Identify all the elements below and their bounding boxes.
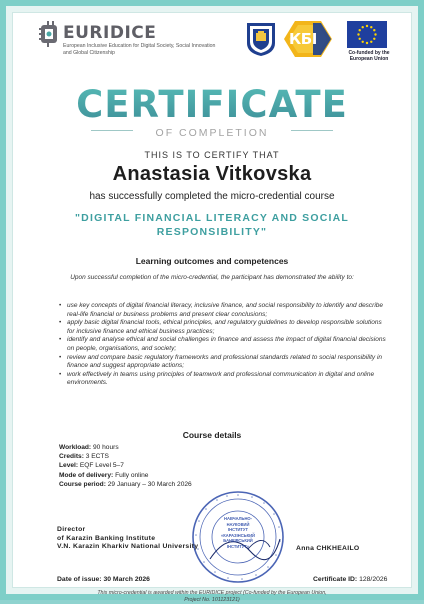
euridice-logo [39, 21, 216, 73]
detail-row-mode [59, 471, 192, 480]
recipient-name: Anastasia Vitkovska [112, 163, 312, 185]
course-details-heading: Course details [182, 430, 242, 440]
issue-date-label: Date of issue: [57, 576, 102, 583]
learning-outcomes-intro: Upon successful completion of the micro-credential, the participant has demonstrated the ability to: [70, 274, 354, 281]
certificate-id-value: 128/2026 [359, 576, 388, 583]
stamp-line: ІНСТИТУТ» [226, 543, 250, 549]
title-block [13, 85, 411, 137]
euridice-wordmark: EURIDICE [63, 23, 157, 43]
learning-outcomes-heading: Learning outcomes and competences [135, 256, 289, 266]
detail-row-workload [59, 443, 192, 452]
subtitle-rule-left [91, 130, 133, 131]
signer-name: Anna CHKHEAILO [296, 545, 360, 552]
list-item: • use key concepts of digital financial literacy, inclusive finance, and social responsibility to identify and describe real-life financial or business problems and present clear conclusions; [67, 302, 387, 319]
director-university: V.N. Karazin Kharkiv National University [57, 543, 199, 550]
detail-label: Course period: [59, 480, 106, 488]
detail-row-period [59, 480, 192, 489]
detail-row-level [59, 461, 192, 470]
subtitle-rule-right [291, 130, 333, 131]
list-item: • identify and analyse ethical and social challenges in finance and assess the impact of digital financial decisions on people, organisations, and society; [67, 336, 387, 353]
detail-label: Level: [59, 462, 79, 470]
certificate-subtitle-row [13, 123, 411, 137]
director-title: Director [57, 526, 86, 533]
detail-value: Fully online [115, 471, 149, 479]
university-crest-icon [245, 21, 277, 57]
stamp-line: НАВЧАЛЬНО- [224, 516, 252, 521]
kbi-logo [283, 19, 333, 59]
certificate-id-label: Certificate ID: [313, 576, 358, 583]
learning-outcomes-list [59, 302, 387, 388]
stamp-line: ІНСТИТУТ [228, 527, 248, 533]
stamp-line: «КАРАЗІНСЬКИЙ [221, 532, 255, 538]
certificate-subtitle: OF COMPLETION [150, 127, 275, 139]
stamp-line: БАНКІВСЬКИЙ [223, 538, 253, 544]
detail-label: Credits: [59, 453, 84, 461]
issue-date-value: 30 March 2026 [103, 576, 150, 583]
stamp-line: НАУКОВИЙ [226, 521, 250, 527]
certify-text: THIS IS TO CERTIFY THAT [144, 150, 280, 160]
header [13, 13, 411, 83]
detail-value: EQF Level 5–7 [79, 462, 124, 470]
euridice-mark-icon [39, 21, 63, 47]
director-block [57, 526, 198, 552]
detail-value: 29 January – 30 March 2026 [107, 480, 192, 488]
certificate-id [313, 576, 387, 583]
detail-value: 3 ECTS [85, 453, 109, 461]
eu-flag-icon [347, 21, 387, 48]
issue-date [57, 576, 150, 583]
footer-note: This micro-credential is awarded within the EURIDICE project (Co-funded by the European Union, Project No. 101123121) [97, 590, 327, 603]
completion-statement: has successfully completed the micro-credential course [89, 191, 335, 202]
certificate-title: CERTIFICATE [13, 85, 411, 125]
kbi-label: КБІ [289, 30, 317, 48]
list-item: • apply basic digital financial tools, ethical principles, and regulatory guidelines to develop responsible solutions for inclusive finance and ethical business practices; [67, 319, 387, 336]
stamp-text [214, 516, 262, 550]
certificate-inner [12, 12, 412, 603]
director-institute: of Karazin Banking Institute [57, 534, 156, 542]
detail-row-credits [59, 452, 192, 461]
course-details-list [59, 443, 192, 489]
list-item: • work effectively in teams using principles of teamwork and professional communication in digital and online environments. [67, 371, 387, 388]
detail-value: 90 hours [92, 444, 119, 451]
detail-label: Mode of delivery: [59, 471, 114, 479]
course-name: "DIGITAL FINANCIAL LITERACY AND SOCIAL RESPONSIBILITY" [75, 212, 349, 238]
list-item: • review and compare basic regulatory frameworks and professional standards related to social responsibility in finance and suggest appropriate actions; [67, 354, 387, 371]
euridice-subtitle: European Inclusive Education for Digital Society, Social Innovation and Global Citizenship [63, 43, 216, 56]
detail-label: Workload: [59, 444, 92, 451]
eu-cofunded-text: Co-funded by the European Union [348, 50, 390, 62]
